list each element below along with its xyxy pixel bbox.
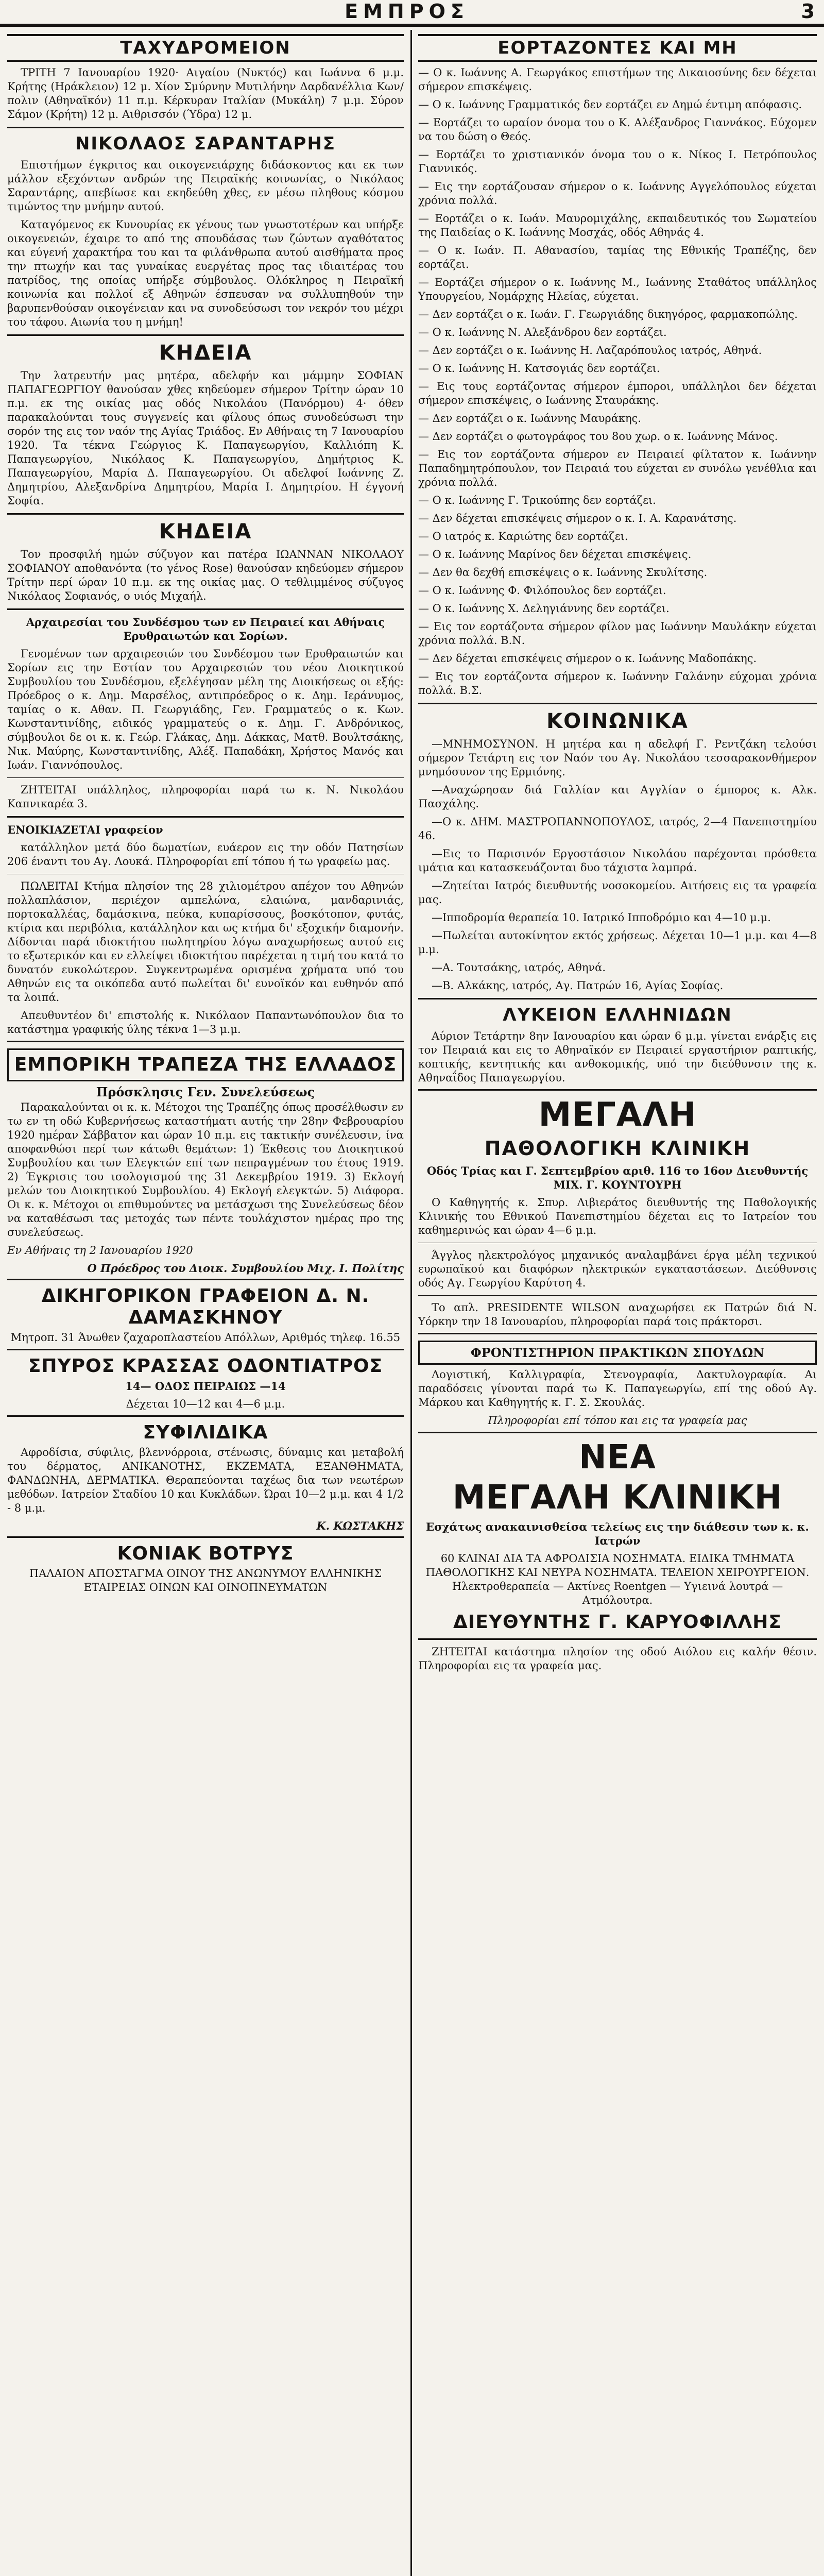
postal-heading: ΤΑΧΥΔΡΟΜΕΙΟΝ bbox=[7, 34, 404, 62]
nea-heading: ΝΕΑ bbox=[579, 1438, 656, 1477]
social-item: —Αναχώρησαν διά Γαλλίαν και Αγγλίαν ο έμπορος κ. Αλκ. Πασχάλης. bbox=[418, 784, 817, 810]
feast-item: — Ο κ. Ιωάννης Φ. Φιλόπουλος δεν εορτάζει. bbox=[418, 584, 666, 597]
feast-item: — Ο κ. Ιωάννης Α. Γεωργάκος επιστήμων της Δικαιοσύνης δεν δέχεται σήμερον επισκέψεις. bbox=[418, 66, 817, 93]
obituary-paragraph-1: Επιστήμων έγκριτος και οικογενειάρχης διδάσκοντος και εκ των μάλλον εξεχόντων ανδρών της Πειραϊκής κοινωνίας, ο Νικόλαος Σαραντάρης, απεβίωσε και εκηδεύθη χθες, εν μέσω πληθους κόσμου τιμώντος την μνήμην αυτού. bbox=[7, 159, 404, 213]
feast-item: — Ο ιατρός κ. Καριώτης δεν εορτάζει. bbox=[418, 530, 628, 543]
feast-item: — Ο κ. Ιωάννης Η. Κατσογιάς δεν εορτάζει. bbox=[418, 362, 660, 375]
masthead bbox=[0, 0, 824, 27]
social-item: —Α. Τουτσάκης, ιατρός, Αθηνά. bbox=[432, 961, 606, 974]
bank-subtitle: Πρόσκλησις Γεν. Συνελεύσεως bbox=[96, 1084, 315, 1099]
feast-item: — Εορτάζει ο κ. Ιωάν. Μαυρομιχάλης, εκπαιδευτικός του Σωματείου της Παιδείας ο Κ. Ιωάννης Μοσχάς, οδός Αθηνάς 4. bbox=[418, 212, 817, 239]
syphilis-ad bbox=[7, 1415, 404, 1532]
feast-item: — Δεν εορτάζει ο κ. Ιωάννης Μαυράκης. bbox=[418, 412, 642, 425]
social-item: —Πωλείται αυτοκίνητον εκτός χρήσεως. Δέχεται 10—1 μ.μ. και 4—8 μ.μ. bbox=[418, 929, 817, 956]
clinic-subtitle: ΠΑΘΟΛΟΓΙΚΗ ΚΛΙΝΙΚΗ bbox=[484, 1137, 751, 1160]
rent-text: κατάλληλον μετά δύο δωματίων, ευάερον εις την οδόν Πατησίων 206 έναντι του Αγ. Λουκά. Πληροφορίαι επί τόπου ή τω γραφείω μας. bbox=[7, 841, 404, 868]
bank-ad bbox=[7, 1041, 404, 1275]
right-column bbox=[418, 31, 817, 2576]
left-column bbox=[7, 31, 404, 2576]
dentist-address: 14— ΟΔΟΣ ΠΕΙΡΑΙΩΣ —14 bbox=[125, 1380, 286, 1393]
feast-item: — Εις τον εορτάζοντα σήμερον κ. Ιωάννην Γαλάνην εύχομαι χρόνια πολλά. Β.Σ. bbox=[418, 670, 817, 697]
cognac-ad bbox=[7, 1536, 404, 1595]
lyceum-heading: ΛΥΚΕΙΟΝ ΕΛΛΗΝΙΔΩΝ bbox=[503, 1005, 732, 1025]
feast-item: — Δεν εορτάζει ο φωτογράφος του 8ου χωρ. ο κ. Ιωάννης Μάνος. bbox=[418, 430, 778, 443]
clinic-title: ΜΕΓΑΛΗ bbox=[538, 1096, 697, 1134]
feast-heading: ΕΟΡΤΑΖΟΝΤΕΣ ΚΑΙ ΜΗ bbox=[418, 34, 817, 62]
school-title: ΦΡΟΝΤΙΣΤΗΡΙΟΝ ΠΡΑΚΤΙΚΩΝ ΣΠΟΥΔΩΝ bbox=[470, 1345, 765, 1360]
sale-contact: Απευθυντέον δι' επιστολής κ. Νικόλαον Παπαντωνόπουλον δια το κατάστημα γραφικής ύλης τέκνα 1—3 μ.μ. bbox=[7, 1009, 404, 1036]
syphilis-signature: Κ. ΚΩΣΤΑΚΗΣ bbox=[316, 1519, 404, 1532]
feast-item: — Δεν δέχεται επισκέψεις σήμερον ο κ. Ιωάννης Μαδοπάκης. bbox=[418, 652, 757, 665]
school-contact: Πληροφορίαι επί τόπου και εις τα γραφεία μας bbox=[488, 1414, 747, 1427]
feast-item: — Ο κ. Ιωάννης Γραμματικός δεν εορτάζει εν Δημώ έντιμη απόφασις. bbox=[418, 98, 802, 111]
social-list bbox=[418, 737, 817, 993]
dentist-ad bbox=[7, 1349, 404, 1411]
feast-item: — Εις τον εορτάζοντα σήμερον εν Πειραιεί φίλτατον κ. Ιωάννην Παπαδημητρόπουλον, τον Πειραιά του εύχεται εν συνόλω γενέθλια και χρόνια πολλά. bbox=[418, 448, 817, 488]
postal-text: ΤΡΙΤΗ 7 Ιανουαρίου 1920· Αιγαίου (Νυκτός) και Ιωάννα 6 μ.μ. Κρήτης (Ηράκλειον) 12 μ. Χίον Σμύρνην Μυτιλήνην Δαρδανέλλια Κων/πολιν (Αθηναϊκόν) 11 π.μ. Κέρκυραν Ιταλίαν (Μυκάλη) 7 μ.μ. Σύρον Σάμον (Κρήτη) 12 μ. Αιθρισσόν (Ύδρα) 12 μ. bbox=[7, 66, 404, 121]
dentist-hours: Δέχεται 10—12 και 4—6 μ.μ. bbox=[126, 1398, 285, 1410]
feast-item: — Εις την εορτάζουσαν σήμερον ο κ. Ιωάννης Αγγελόπουλος εύχεται χρόνια πολλά. bbox=[418, 180, 817, 207]
feast-item: — Εις τους εορτάζοντας σήμερον έμποροι, υπάλληλοι δεν δέχεται σήμερον επισκέψεις, ο Ιωάννης Σταυράκης. bbox=[418, 380, 817, 406]
feast-item: — Δεν θα δεχθή επισκέψεις ο κ. Ιωάννης Σκυλίτσης. bbox=[418, 566, 708, 579]
funeral-heading-2: ΚΗΔΕΙΑ bbox=[159, 520, 252, 544]
bank-text: Παρακαλούνται οι κ. κ. Μέτοχοι της Τραπέζης όπως προσέλθωσιν εν τω εν τη οδώ Κυβερνήσεως καταστήματι αυτής την 28ην Φεβρουαρίου 1920 ημέραν Σάββατον και ώραν 10 π.μ. εις τακτικήν συνέλευσιν, ίνα αποφανθώσι περί των κάτωθι θεμάτων: 1) Έκθεσις του Διοικητικού Συμβουλίου και των Ελεγκτών επί των πεπραγμένων του έτους 1919. 2) Έγκρισις του ισολογισμού της 31 Δεκεμβρίου 1919. 3) Εκλογή μελών του Διοικητικού Συμβουλίου. 4) Εκλογή ελεγκτών. 5) Διάφορα. Οι κ. κ. Μέτοχοι οι επιθυμούντες να μετάσχωσι της Συνελεύσεως δέον να καταθέσωσι τας μετοχάς των πέντε τουλάχιστον ημέρας προ της συνελεύσεως. bbox=[7, 1101, 404, 1239]
cognac-title: ΚΟΝΙΑΚ ΒΟΤΡΥΣ bbox=[117, 1543, 294, 1564]
funeral-notice-1: Την λατρευτήν μας μητέρα, αδελφήν και μάμμην ΣΟΦΙΑΝ ΠΑΠΑΓΕΩΡΓΙΟΥ θανούσαν χθες κηδεύομεν σήμερον Τρίτην ώραν 10 π.μ. εκ της οικίας μας οδός Νικολάου (Πανόρμου) 4· όθεν παρακαλούνται τους συγγενείς και φίλους όπως συνοδεύσωσι την σορόν της εις τον ναόν της Αγίας Τριάδος. Εν Αθήναις τη 7 Ιανουαρίου 1920. Τα τέκνα Γεώργιος Κ. Παπαγεωργίου, Καλλιόπη Κ. Παπαγεωργίου, Νικόλαος Κ. Παπαγεωργίου, Δημήτριος Κ. Παπαγεωργίου, Μαρία Δ. Παπαγεωργίου. Οι αδελφοί Ιωάννης Ζ. Δημητρίου, Αλεξανδρίνα Δημητρίου, Μαρία Ι. Δημητρίου. Η έγγονή Σοφία. bbox=[7, 369, 404, 507]
association-heading: Αρχαιρεσίαι του Συνδέσμου των εν Πειραιεί και Αθήναις Ερυθραιωτών και Σορίων. bbox=[26, 616, 385, 642]
social-item: —ΜΝΗΜΟΣΥΝΟΝ. Η μητέρα και η αδελφή Γ. Ρεντζάκη τελούσι σήμερον Τετάρτη εις τον Ναόν του Αγ. Νικολάου τεσσαρακονθήμερον μνημόσυνον της Ερμιόνης. bbox=[418, 738, 817, 778]
bank-title: ΕΜΠΟΡΙΚΗ ΤΡΑΠΕΖΑ ΤΗΣ ΕΛΛΑΔΟΣ bbox=[14, 1054, 397, 1075]
bank-date: Εν Αθήναις τη 2 Ιανουαρίου 1920 bbox=[7, 1244, 193, 1257]
social-item: —Ο κ. ΔΗΜ. ΜΑΣΤΡΟΠΑΝΝΟΠΟΥΛΟΣ, ιατρός, 2—4 Πανεπιστημίου 46. bbox=[418, 816, 817, 842]
feast-item: — Ο κ. Ιωάννης Χ. Δεληγιάννης δεν εορτάζει. bbox=[418, 602, 670, 615]
feast-item: — Εις τον εορτάζοντα σήμερον φίλον μας Ιωάννην Μαυλάκην εύχεται χρόνια πολλά. Β.Ν. bbox=[418, 620, 817, 647]
law-title: ΔΙΚΗΓΟΡΙΚΟΝ ΓΡΑΦΕΙΟΝ Δ. Ν. ΔΑΜΑΣΚΗΝΟΥ bbox=[41, 1285, 370, 1328]
dentist-title: ΣΠΥΡΟΣ ΚΡΑΣΣΑΣ ΟΔΟΝΤΙΑΤΡΟΣ bbox=[28, 1355, 383, 1377]
rent-heading: ΕΝΟΙΚΙΑΖΕΤΑΙ γραφείον bbox=[7, 823, 163, 836]
feast-item: — Δεν δέχεται επισκέψεις σήμερον ο κ. Ι. Α. Καρανάτσης. bbox=[418, 512, 737, 524]
big-clinic-title: ΜΕΓΑΛΗ ΚΛΙΝΙΚΗ bbox=[452, 1479, 783, 1517]
feast-item: — Ο κ. Ιωάννης Ν. Αλεξάνδρου δεν εορτάζει. bbox=[418, 326, 667, 338]
cognac-text: ΠΑΛΑΙΟΝ ΑΠΟΣΤΑΓΜΑ ΟΙΝΟΥ ΤΗΣ ΑΝΩΝΥΜΟΥ ΕΛΛΗΝΙΚΗΣ ΕΤΑΙΡΕΙΑΣ ΟΙΝΩΝ ΚΑΙ ΟΙΝΟΠΝΕΥΜΑΤΩΝ bbox=[29, 1567, 382, 1594]
feast-list bbox=[418, 66, 817, 698]
column-divider bbox=[410, 30, 412, 2576]
lyceum-text: Αύριον Τετάρτην 8ην Ιανουαρίου και ώραν 6 μ.μ. γίνεται ενάρξις εις τον Πειραιά και εις το Αθηναϊκόν εν Πειραιεί εργαστήριον ραπτικής, κοπτικής, κεντητικής και ανθοκομικής, υπό την διεύθυνσιν της κ. Αθηναΐδος Παπαγεωργίου. bbox=[418, 1030, 817, 1084]
bank-signature: Ο Πρόεδρος του Διοικ. Συμβουλίου Μιχ. Ι. Πολίτης bbox=[87, 1262, 404, 1275]
funeral-notice-2: Τον προσφιλή ημών σύζυγον και πατέρα ΙΩΑΝΝΑΝ ΝΙΚΟΛΑΟΥ ΣΟΦΙΑΝΟΥ αποθανόντα (το γένος Rose) θανούσαν κηδεύομεν σήμερον Τρίτην περί ώραν 10 π.μ. εκ της οικίας μας. Ο τεθλιμμένος σύζυγος Νικόλαος Σοφιανός, ο υιός Μιχαήλ. bbox=[7, 548, 404, 602]
social-item: —Β. Αλκάκης, ιατρός, Αγ. Πατρών 16, Αγίας Σοφίας. bbox=[432, 979, 724, 992]
social-item: —Εις το Παρισινόν Εργοστάσιον Νικολάου παρέχονται πρόσθετα ιμάτια και κατασκευάζονται δυο τάχιστα λαμπρά. bbox=[418, 848, 817, 874]
big-clinic-subtitle: Εσχάτως ανακαινισθείσα τελείως εις την διάθεσιν των κ. κ. Ιατρών bbox=[426, 1520, 809, 1547]
big-clinic-ad bbox=[418, 1432, 817, 1633]
big-clinic-text: 60 ΚΛΙΝΑΙ ΔΙΑ ΤΑ ΑΦΡΟΔΙΣΙΑ ΝΟΣΗΜΑΤΑ. ΕΙΔΙΚΑ ΤΜΗΜΑΤΑ ΠΑΘΟΛΟΓΙΚΗΣ ΚΑΙ ΝΕΥΡΑ ΝΟΣΗΜΑΤΑ. ΤΕΛΕΙΟΝ ΧΕΙΡΟΥΡΓΕΙΟΝ. Ηλεκτροθεραπεία — Ακτίνες Roentgen — Υγιεινά λουτρά — Ατμόλουτρα. bbox=[425, 1552, 810, 1606]
feast-item: — Ο κ. Ιωάννης Γ. Τρικούπης δεν εορτάζει. bbox=[418, 494, 656, 506]
social-item: —Ιπποδρομία θεραπεία 10. Ιατρικό Ιπποδρόμιο και 4—10 μ.μ. bbox=[432, 911, 771, 924]
feast-item: — Δεν εορτάζει ο κ. Ιωάν. Γ. Γεωργιάδης δικηγόρος, φαρμακοπώλης. bbox=[418, 308, 798, 320]
association-text: Γενομένων των αρχαιρεσιών του Συνδέσμου των Ερυθραιωτών και Σορίων εις την Εστίαν του Αρχαιρεσιών του νέου Διοικητικού Συμβουλίου του Συνδέσμου, εξελέγησαν μέλη της Διοικήσεως οι εξής: Πρόεδρος ο κ. Δημ. Μαρσέλος, αντιπρόεδρος ο κ. Δημ. Ιεράνυμος, ταμίας ο κ. Αθαν. Π. Γεωργιάδης, Γεν. Γραμματεύς ο κ. Κων. Κωνσταντινίδης, ειδικός γραμματεύς ο κ. Δημ. Γ. Ανδρόνικος, σύμβουλοι δε οι κ. κ. Γεώρ. Γλάκας, Δημ. Δάκκας, Ματθ. Βουλτσάκης, Νικ. Μαύρης, Κωνσταντινίδης, Αλέξ. Παπαδάκη, Χρήστος Μανός και Ιωάν. Γιαννόπουλος. bbox=[7, 648, 404, 771]
page-number: 3 bbox=[801, 0, 815, 23]
last-notice: ΖΗΤΕΙΤΑΙ κατάστημα πλησίον της οδού Αιόλου εις καλήν θέσιν. Πληροφορίαι εις τα γραφεία μας. bbox=[418, 1646, 817, 1672]
school-text: Λογιστική, Καλλιγραφία, Στενογραφία, Δακτυλογραφία. Αι παραδόσεις γίνονται παρά τω Κ. Παπαγεωργίω, επί της οδού Αγ. Μάρκου και Καθηγητής κ. Γ. Σ. Σκουλάς. bbox=[418, 1368, 817, 1409]
obituary-paragraph-2: Καταγόμενος εκ Κυνουρίας εκ γένους των γνωστοτέρων και υπήρξε οικογενειών, έχαιρε το από της σπουδάσας των ζώντων αγαθότατος και εύγενή χαρακτήρα του και τα φιλάνθρωπα αυτού αισθήματα προς την πτωχήν και τας γυναίκας ευεργέτας προς τας ιδιαιτέρας του πατρίδος, της οποίας υπήρξε σύμβουλος. Ολόκληρος η Πειραϊκή κοινωνία και πολλοί εξ Αθηνών έσπευσαν να συλλυπηθούν την βαρυπενθούσαν οικογένειαν και να συνοδεύσωσι τον νεκρόν του μέχρι του τάφου. Αιωνία του η μνήμη! bbox=[7, 218, 404, 328]
feast-item: — Εορτάζει το ωραίον όνομα του ο Κ. Αλέξανδρος Γιαννάκος. Εύχομεν να του δώση ο Θεός. bbox=[418, 116, 817, 143]
law-address: Μητροπ. 31 Άνωθεν ζαχαροπλαστείου Απόλλων, Αριθμός τηλεφ. 16.55 bbox=[10, 1331, 401, 1344]
social-heading: ΚΟΙΝΩΝΙΚΑ bbox=[546, 709, 689, 733]
syphilis-text: Αφροδίσια, σύφιλις, βλεννόρροια, στένωσις, δύναμις και μεταβολή του δέρματος, ΑΝΙΚΑΝΟΤΗΣ, ΕΚΖΕΜΑΤΑ, ΕΞΑΝΘΗΜΑΤΑ, ΦΑΝΔΩΝΗΑ, ΔΕΡΜΑΤΙΚΑ. Θεραπεύονται ταχέως δια των νεωτέρων μεθόδων. Ιατρείον Σταδίου 10 και Κυκλάδων. Ώραι 10—2 μ.μ. και 4 1/2 - 8 μ.μ. bbox=[7, 1446, 404, 1514]
big-clinic-director: ΔΙΕΥΘΥΝΤΗΣ Γ. ΚΑΡΥΟΦΙΛΛΗΣ bbox=[453, 1612, 782, 1633]
law-ad bbox=[7, 1279, 404, 1345]
clinic-address: Οδός Τρίας και Γ. Σεπτεμβρίου αριθ. 116 το 16ον Διευθυντής ΜΙΧ. Γ. ΚΟΥΝΤΟΥΡΗ bbox=[426, 1164, 809, 1191]
wilson-notice: Το απλ. PRESIDENTE WILSON αναχωρήσει εκ Πατρών διά Ν. Υόρκην την 18 Ιανουαρίου, πληροφορίαι παρά τοις πράκτορσι. bbox=[418, 1301, 817, 1328]
feast-item: — Εορτάζει σήμερον ο κ. Ιωάννης Μ., Ιωάννης Σταθάτος υπάλληλος Υπουργείου, Νομάρχης Ηλείας, εύχεται. bbox=[418, 276, 817, 302]
clinic-ad bbox=[418, 1089, 817, 1238]
engineer-notice: Άγγλος ηλεκτρολόγος μηχανικός αναλαμβάνει έργα μέλη τεχνικού ευρωπαϊκού και διαφόρων ηλεκτρικών εγκαταστάσεων. Διεύθυνσις οδός Αγ. Γεωργίου Καρύτση 4. bbox=[418, 1249, 817, 1289]
sale-text: ΠΩΛΕΙΤΑΙ Κτήμα πλησίον της 28 χιλιομέτρου απέχον του Αθηνών πολλαπλάσιον, περιέχον αμπελώνα, ελαιώνα, μανδαρινιάς, πορτοκαλλέας, δαμάσκινα, πεύκα, κυπαρίσσους, βοσκότοπον, φυτάς, κτίρια και περιβόλια, κατάλληλον και ως κτήμα δι' εξοχικήν διαμονήν. Δίδονται παρά ιδιοκτήτου πωλητηρίου λόγω αναχωρήσεως αυτού εις το εξωτερικόν και εν ελλείψει ιδιοκτήτου παρέχεται η τιμή του κατά το δυνατόν ευκολώτερον. Συγκεντρωμένα ορισμένα χρήματα υπό του Αθηνών εις τα οικόπεδα αυτό πωλείται δι' ευνοϊκόν και ευθηνόν από τα λοιπά. bbox=[7, 880, 404, 1004]
job-notice: ΖΗΤΕΙΤΑΙ υπάλληλος, πληροφορίαι παρά τω κ. Ν. Νικολάου Καπνικαρέα 3. bbox=[7, 784, 404, 810]
funeral-heading-1: ΚΗΔΕΙΑ bbox=[159, 341, 252, 365]
syphilis-title: ΣΥΦΙΛΙΔΙΚΑ bbox=[143, 1422, 268, 1443]
social-item: —Ζητείται Ιατρός διευθυντής νοσοκομείου. Αιτήσεις εις τα γραφεία μας. bbox=[418, 879, 817, 906]
clinic-text: Ο Καθηγητής κ. Σπυρ. Λιβιεράτος διευθυντής της Παθολογικής Κλινικής του Εθνικού Πανεπιστημίου δέχεται εις το Ιατρείον του καθημερινώς και ώραν 4—6 μ.μ. bbox=[418, 1196, 817, 1236]
school-ad bbox=[418, 1333, 817, 1428]
feast-item: — Δεν εορτάζει ο κ. Ιωάννης Η. Λαζαρόπουλος ιατρός, Αθηνά. bbox=[418, 344, 762, 357]
feast-item: — Ο κ. Ιωάν. Π. Αθανασίου, ταμίας της Εθνικής Τραπέζης, δεν εορτάζει. bbox=[418, 244, 817, 270]
feast-item: — Ο κ. Ιωάννης Μαρίνος δεν δέχεται επισκέψεις. bbox=[418, 548, 692, 561]
feast-item: — Εορτάζει το χριστιανικόν όνομα του ο κ. Νίκος Ι. Πετρόπουλος Γιαννικός. bbox=[418, 148, 817, 175]
masthead-title: ΕΜΠΡΟΣ bbox=[345, 0, 469, 23]
obituary-heading: ΝΙΚΟΛΑΟΣ ΣΑΡΑΝΤΑΡΗΣ bbox=[75, 133, 336, 154]
